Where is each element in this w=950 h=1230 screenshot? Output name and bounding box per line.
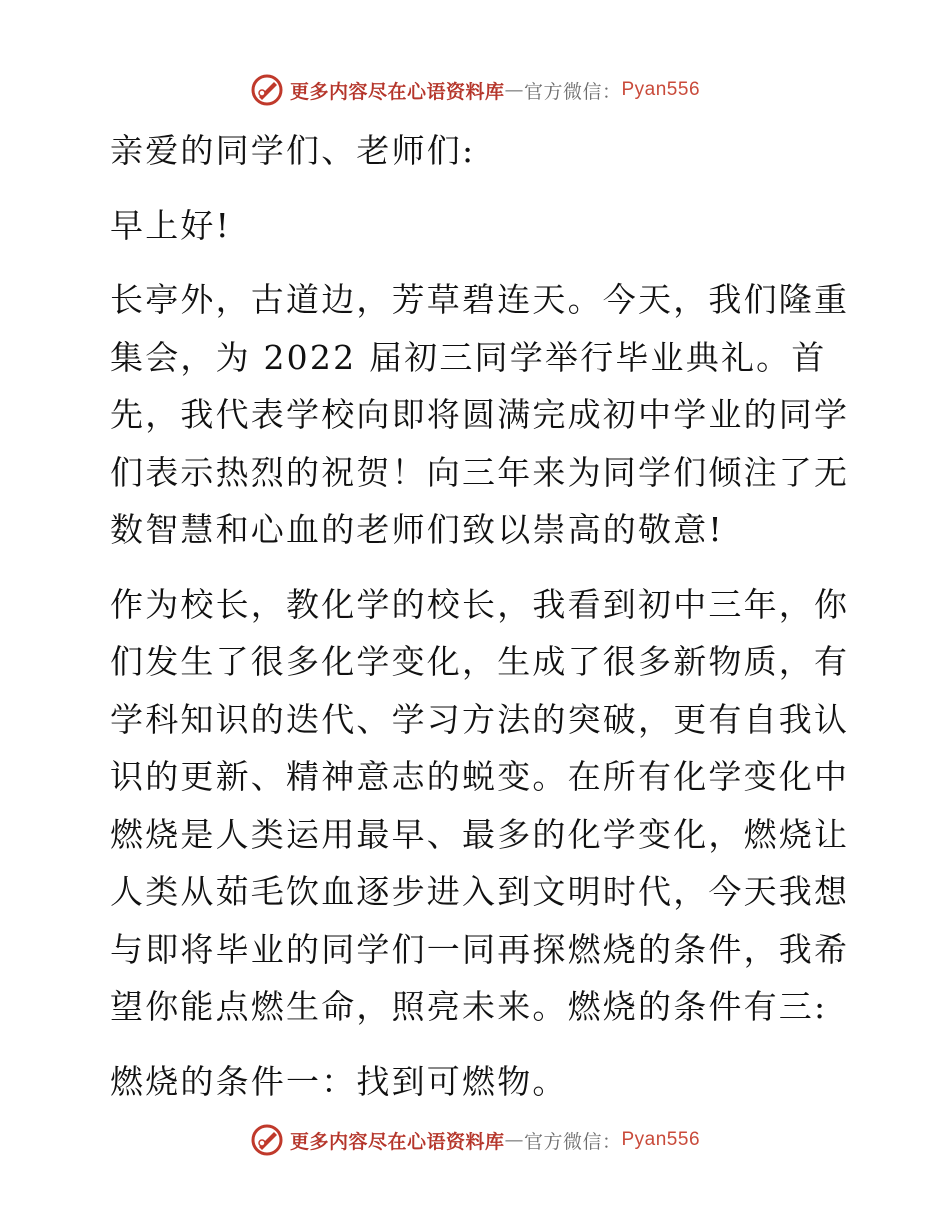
speech-body: [100, 122, 860, 1127]
watermark-footer: [0, 1120, 950, 1160]
chemistry-paragraph: 作为校长，教化学的校长，我看到初中三年，你们发生了很多化学变化，生成了很多新物质，有学科知识的迭代、学习方法的突破，更有自我认识的更新、精神意志的蜕变。在所有化学变化中燃烧是人类运用最早、最多的化学变化，燃烧让人类从茹毛饮血逐步进入到文明时代，今天我想与即将毕业的同学们一同再探燃烧的条件，我希望你能点燃生命，照亮未来。燃烧的条件有三:: [110, 584, 850, 1026]
opening-paragraph: 长亭外，古道边，芳草碧连天。今天，我们隆重集会，为 2022 届初三同学举行毕业典礼。首先，我代表学校向即将圆满完成初中学业的同学们表示热烈的祝贺！向三年来为同学们倾注了无数智慧和心血的老师们致以崇高的敬意!: [110, 280, 850, 549]
watermark-wechat-id: Pyan556: [621, 79, 701, 100]
watermark-main-text: 更多内容尽在心语资料库: [289, 80, 505, 103]
watermark-logo-icon: [250, 73, 284, 107]
watermark-official-label: 官方微信：: [523, 1130, 622, 1153]
watermark-logo-icon: [250, 1123, 284, 1157]
good-morning-line: 早上好!: [110, 205, 232, 245]
watermark-header: [0, 70, 950, 110]
condition-one-line: 燃烧的条件一：找到可燃物。: [110, 1061, 568, 1101]
watermark-main-text: 更多内容尽在心语资料库: [289, 1130, 505, 1153]
watermark-separator: —: [504, 79, 524, 101]
watermark-official-label: 官方微信：: [523, 80, 622, 103]
watermark-wechat-id: Pyan556: [621, 1129, 701, 1150]
greeting-line: 亲爱的同学们、老师们:: [110, 131, 476, 170]
watermark-separator: —: [504, 1129, 524, 1151]
